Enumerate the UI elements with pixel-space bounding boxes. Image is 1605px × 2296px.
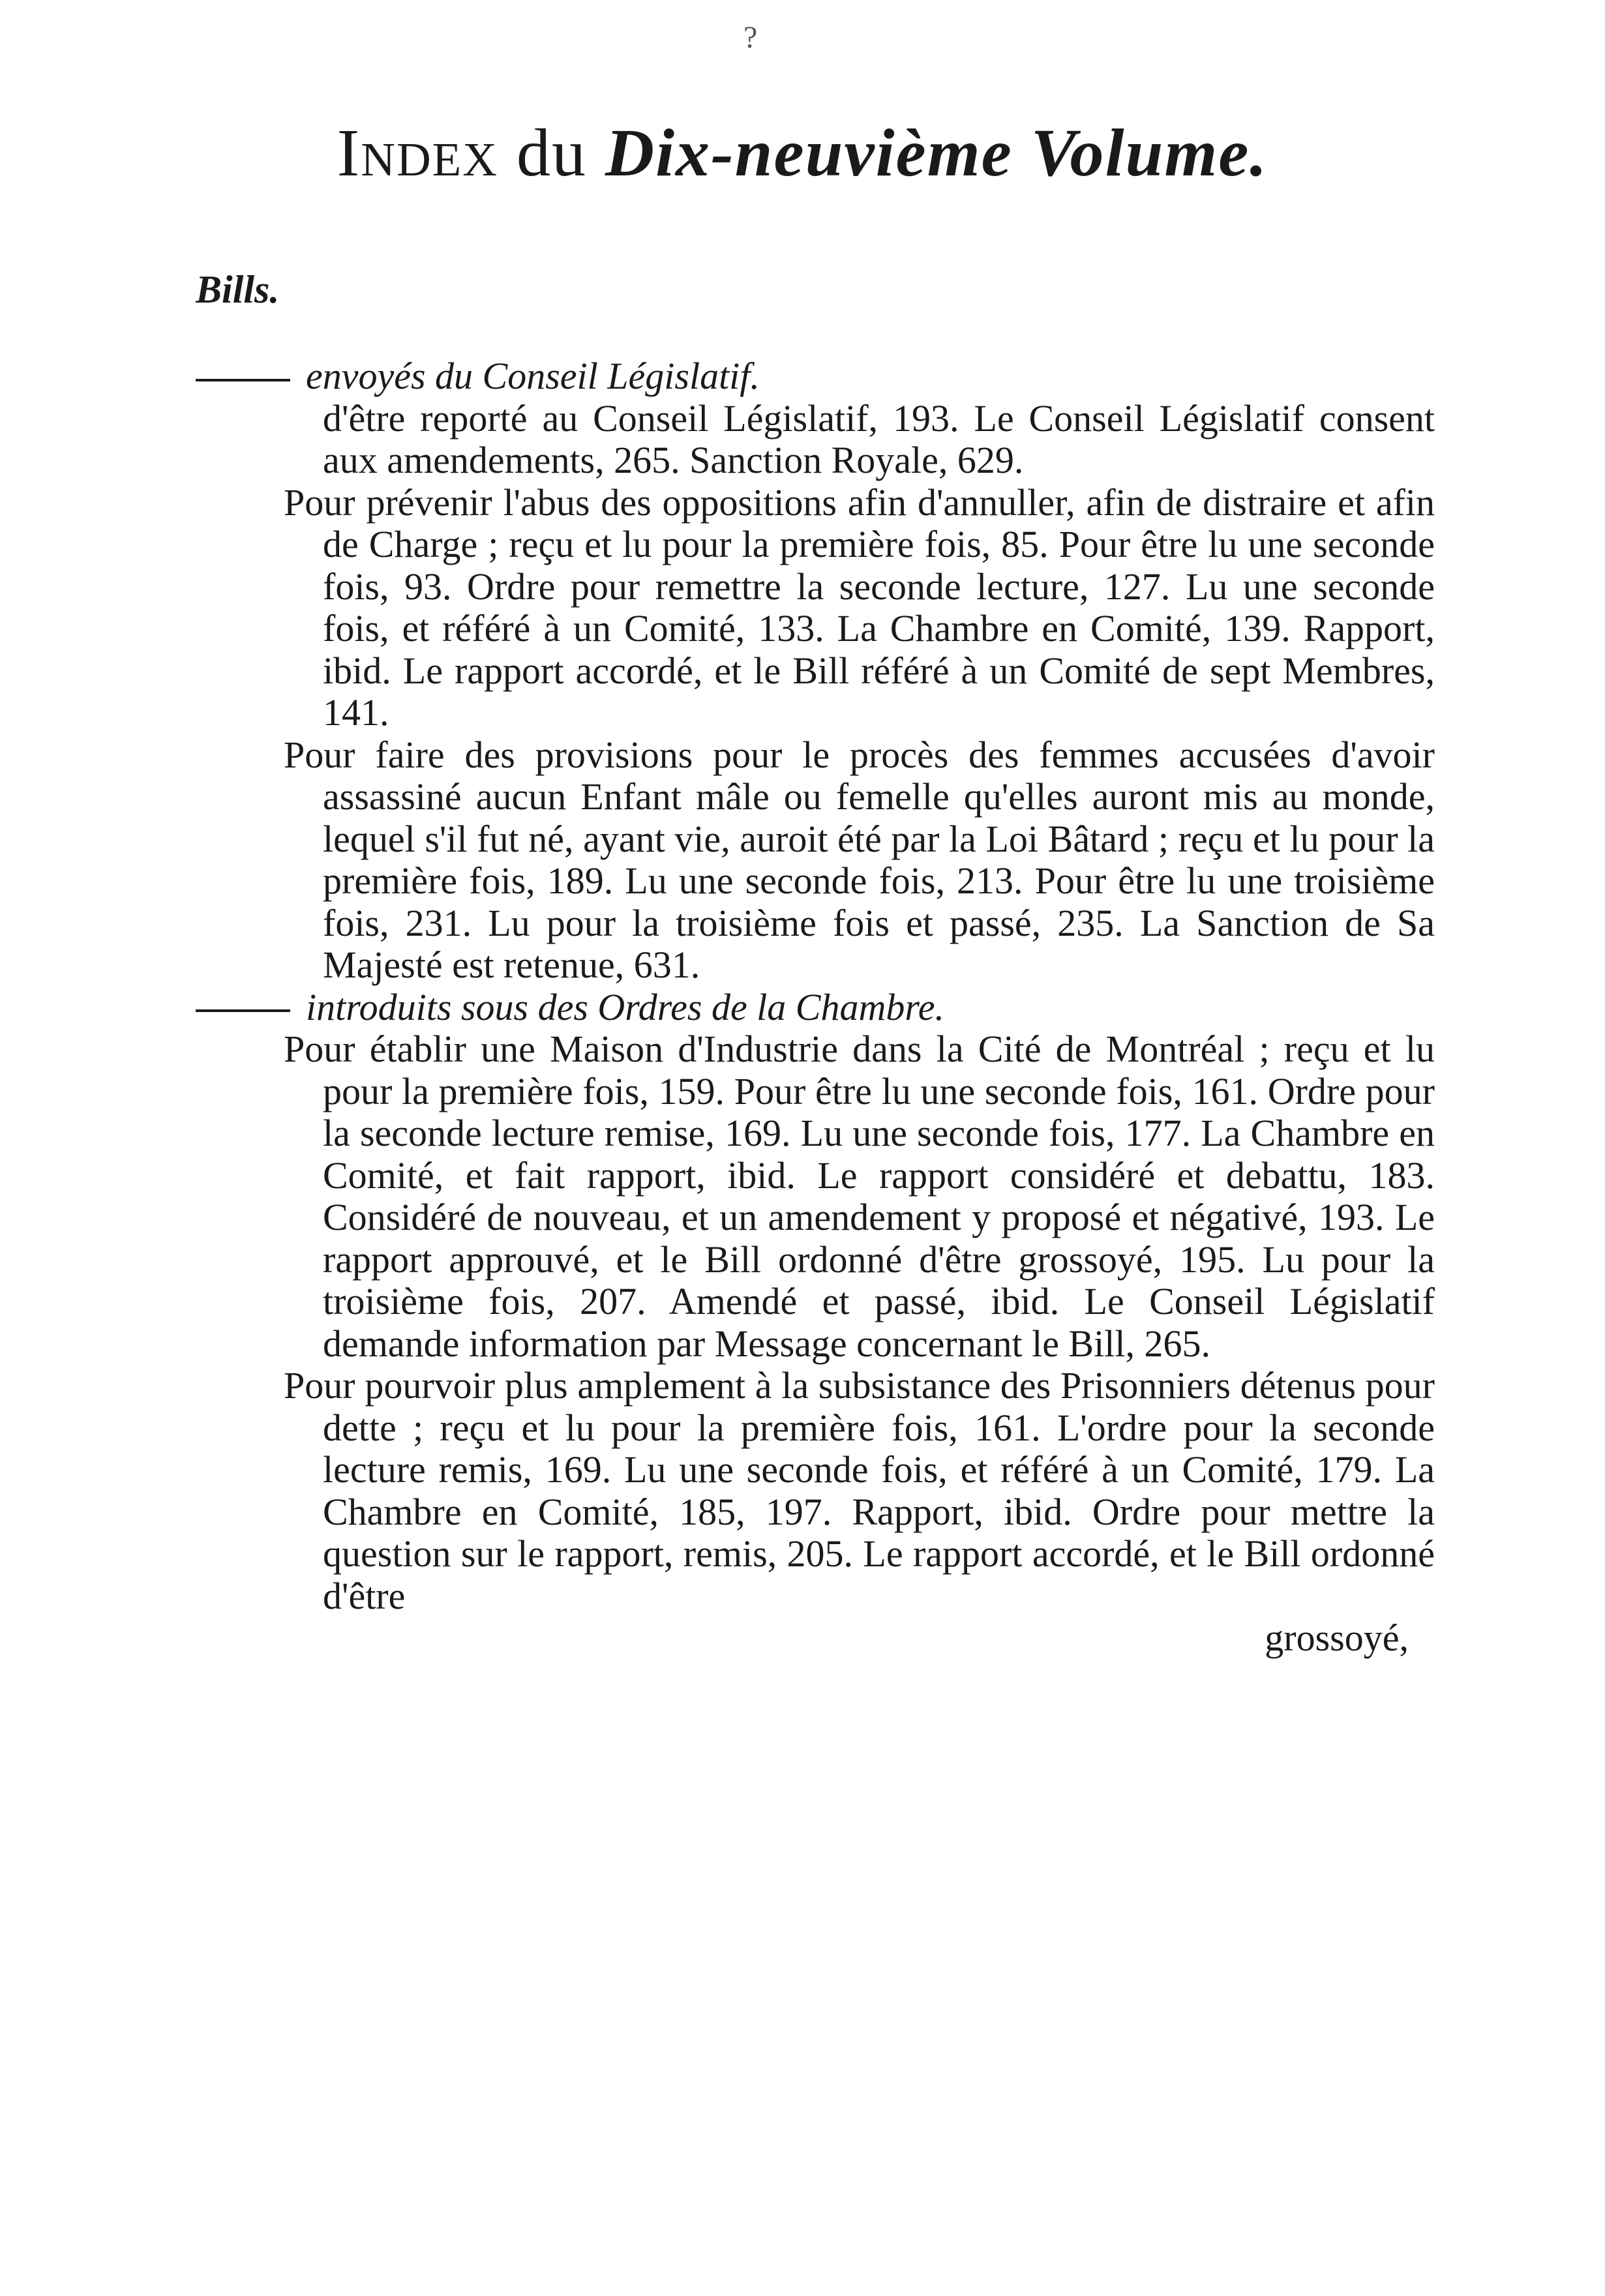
title-volume-word: Volume. [1030,115,1268,190]
subsection-heading [196,355,1435,398]
title-index: Index [337,115,498,190]
page-mark: ? [743,20,758,55]
title-volume-number: Dix-neuvième [605,115,1013,190]
subsection-heading-text: envoyés du Conseil Législatif. [306,355,760,397]
index-body [196,355,1435,1660]
em-dash-rule [196,379,290,381]
page-title [0,114,1605,192]
em-dash-rule [196,1009,290,1012]
catchword: grossoyé, [1265,1617,1409,1659]
index-entry: Pour prévenir l'abus des oppositions afin d'annuller, afin de distraire et afin de Charge ; reçu et lu pour la première fois, 85. Pour être lu une seconde fois, 93. Ordre pour remettre la seconde lecture, 127. Lu une seconde fois, et référé à un Comité, 133. La Chambre en Comité, 139. Rapport, ibid. Le rapport accordé, et le Bill référé à un Comité de sept Membres, 141. [284,481,1435,734]
index-entry: Pour pourvoir plus amplement à la subsistance des Prisonniers détenus pour dette ; reçu et lu pour la première fois, 161. L'ordre pour la seconde lecture remis, 169. Lu une seconde fois, et référé à un Comité, 179. La Chambre en Comité, 185, 197. Rapport, ibid. Ordre pour mettre la question sur le rapport, remis, 205. Le rapport accordé, et le Bill ordonné d'être [284,1364,1435,1617]
index-entry-continuation: d'être reporté au Conseil Législatif, 193. Le Conseil Législatif consent aux amendements, 265. Sanction Royale, 629. [323,396,1435,481]
index-entry: Pour faire des provisions pour le procès des femmes accusées d'avoir assassiné aucun Enfant mâle ou femelle qu'elles auront mis au monde, lequel s'il fut né, ayant vie, auroit été par la Loi Bâtard ; reçu et lu pour la première fois, 189. Lu une seconde fois, 213. Pour être lu une troisième fois, 231. Lu pour la troisième fois et passé, 235. La Sanction de Sa Majesté est retenue, 631. [284,733,1435,986]
index-entry: Pour établir une Maison d'Industrie dans la Cité de Montréal ; reçu et lu pour la première fois, 159. Pour être lu une seconde fois, 161. Ordre pour la seconde lecture remise, 169. Lu une seconde fois, 177. La Chambre en Comité, et fait rapport, ibid. Le rapport considéré et debattu, 183. Considéré de nouveau, et un amendement y proposé et négativé, 193. Le rapport approuvé, et le Bill ordonné d'être grossoyé, 195. Lu pour la troisième fois, 207. Amendé et passé, ibid. Le Conseil Législatif demande information par Message concernant le Bill, 265. [284,1028,1435,1365]
subsection-heading [196,987,1435,1029]
section-heading: Bills. [196,268,280,311]
title-du: du [517,115,587,190]
subsection-heading-text: introduits sous des Ordres de la Chambre. [306,985,945,1028]
